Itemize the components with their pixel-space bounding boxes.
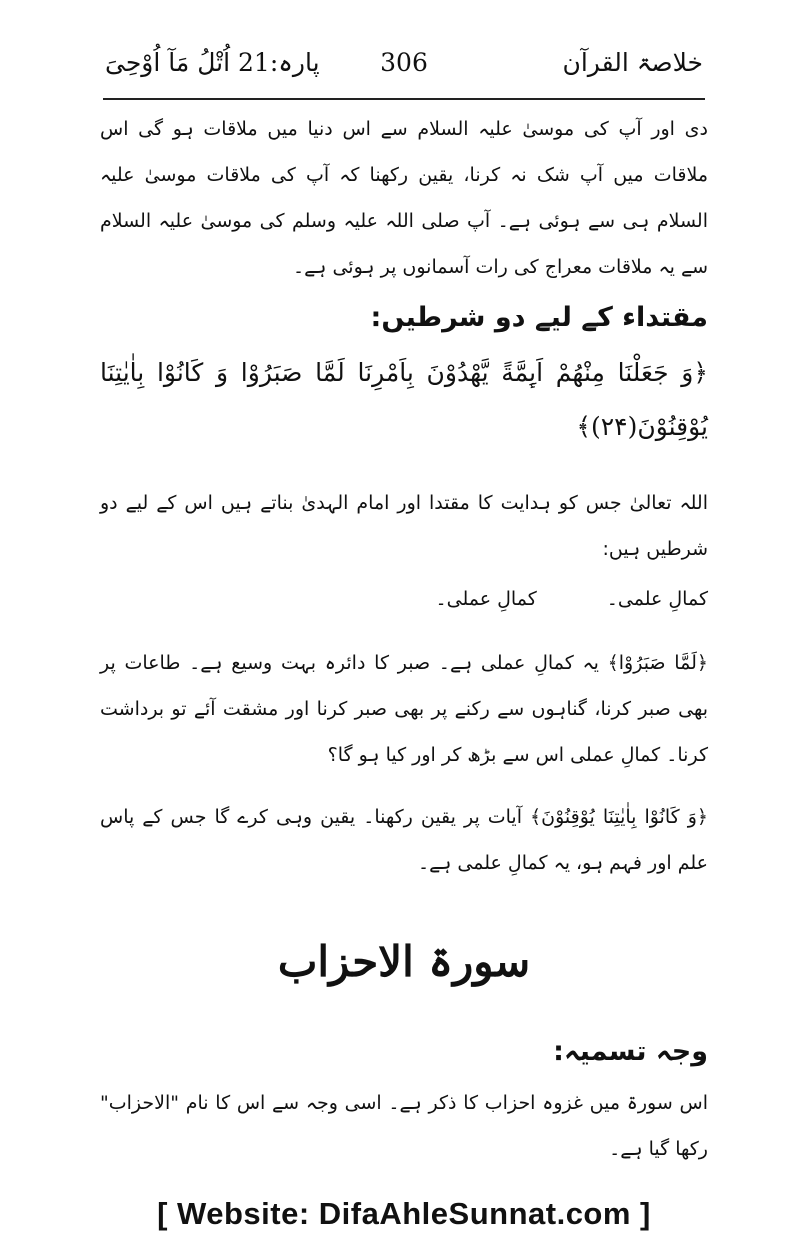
condition-amali: کمالِ عملی۔ xyxy=(435,588,537,610)
paragraph-1: دی اور آپ کی موسیٰ علیہ السلام سے اس دنیا میں ملاقات ہو گی اس ملاقات میں آپ شک نہ کرنا، یقین رکھنا کہ آپ کی ملاقات موسیٰ علیہ السلام ہی سے ہوئی ہے۔ آپ صلی اللہ علیہ وسلم کی موسیٰ علیہ السلام سے یہ ملاقات معراج کی رات آسمانوں پر ہوئی ہے۔ xyxy=(100,118,708,278)
para-label: پارہ:21 اُتْلُ مَآ اُوْحِیَ xyxy=(105,48,320,77)
section-heading-muqtada: مقتداء کے لیے دو شرطیں: xyxy=(370,302,708,333)
book-title: خلاصۃ القرآن xyxy=(562,48,703,77)
section-heading-wajh-tasmiya: وجہ تسمیہ: xyxy=(553,1036,708,1067)
website-footer: [ Website: DifaAhleSunnat.com ] xyxy=(157,1196,651,1231)
surah-title: سورۃ الاحزاب xyxy=(277,937,531,986)
page-header xyxy=(105,48,703,88)
sabr-paragraph: ﴿لَمَّا صَبَرُوْا﴾ یہ کمالِ عملی ہے۔ صبر کا دائرہ بہت وسیع ہے۔ طاعات پر بھی صبر کرنا، گناہوں سے رکنے پر بھی صبر کرنا اور مشقت آئے تو برداشت کرنا۔ کمالِ عملی اس سے بڑھ کر اور کیا ہو گا؟ xyxy=(100,652,708,766)
header-divider xyxy=(103,98,705,100)
conditions-line xyxy=(100,588,708,610)
explanation-paragraph: اللہ تعالیٰ جس کو ہدایت کا مقتدا اور امام الہدیٰ بناتے ہیں اس کے لیے دو شرطیں ہیں: xyxy=(100,492,708,560)
yaqeen-paragraph: ﴿وَ كَانُوْا بِاٰیٰتِنَا یُوْقِنُوْنَ﴾ آیات پر یقین رکھنا۔ یقین وہی کرے گا جس کے پاس علم اور فہم ہو، یہ کمالِ علمی ہے۔ xyxy=(100,806,708,874)
page-number: 306 xyxy=(380,48,428,77)
quran-ayah: ﴿وَ جَعَلْنَا مِنْهُمْ اَىِٕمَّةً یَّهْدُوْنَ بِاَمْرِنَا لَمَّا صَبَرُوْا وَ كَانُوْا بِاٰیٰتِنَا یُوْقِنُوْنَ(۲۴)﴾ xyxy=(100,358,708,441)
condition-ilmi: کمالِ علمی۔ xyxy=(606,588,708,610)
wajh-tasmiya-paragraph: اس سورۃ میں غزوہ احزاب کا ذکر ہے۔ اسی وجہ سے اس کا نام "الاحزاب" رکھا گیا ہے۔ xyxy=(100,1092,708,1160)
